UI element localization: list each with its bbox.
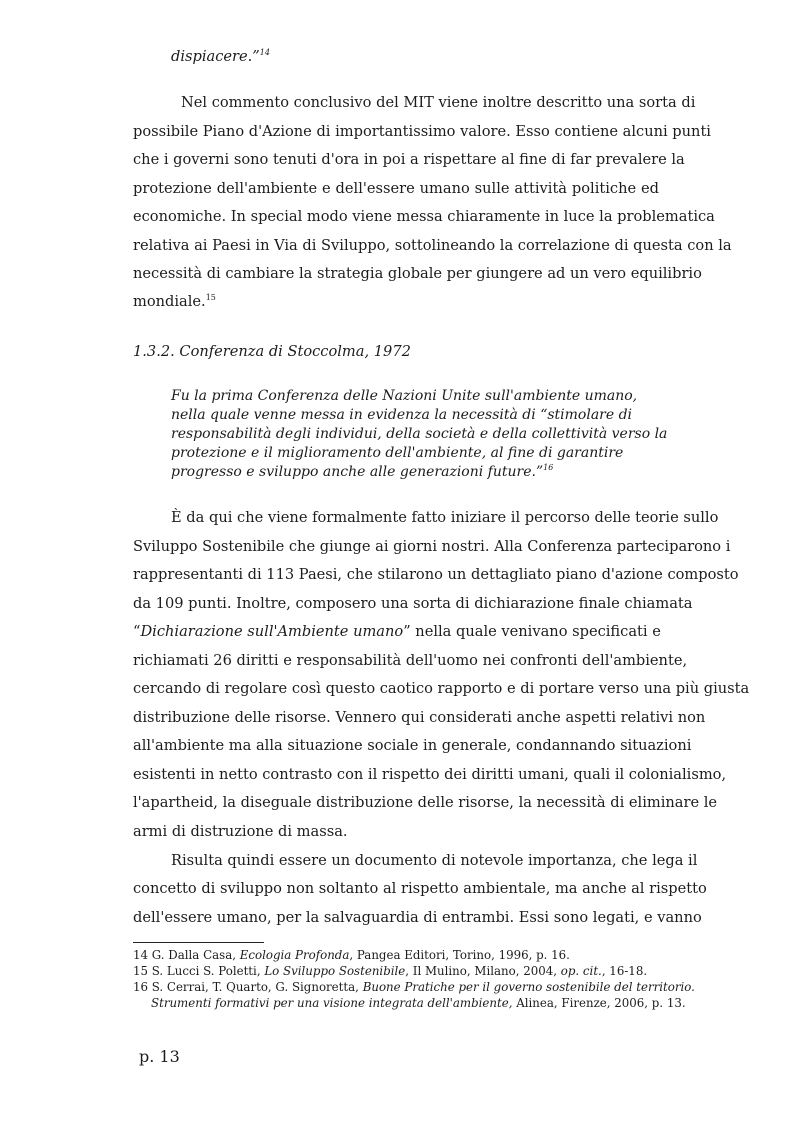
paragraph-line: possibile Piano d'Azione di importantissimo valore. Esso contiene alcuni punti xyxy=(133,123,711,140)
quote-line xyxy=(171,463,621,482)
footnote-ref-16: 16 xyxy=(543,463,554,472)
paragraph-line: armi di distruzione di massa. xyxy=(133,823,348,840)
footnote-16 xyxy=(133,979,695,995)
quote-line: responsabilità degli individui, della società e della collettività verso la xyxy=(171,426,668,442)
footnote-ref-15: 15 xyxy=(205,293,216,302)
paragraph-line: economiche. In special modo viene messa chiaramente in luce la problematica xyxy=(133,208,715,225)
paragraph-line: richiamati 26 diritti e responsabilità dell'uomo nei confronti dell'ambiente, xyxy=(133,652,688,669)
quote-tail xyxy=(171,47,697,67)
paragraph-line: l'apartheid, la diseguale distribuzione delle risorse, la necessità di eliminare le xyxy=(133,794,718,811)
footnote-14 xyxy=(133,947,659,963)
quote-line: nella quale venne messa in evidenza la necessità di “stimolare di xyxy=(171,407,633,423)
footnote-number: 15 xyxy=(133,964,149,978)
paragraph-line: all'ambiente ma alla situazione sociale in generale, condannando situazioni xyxy=(133,737,692,754)
footnote-text: , Pangea Editori, Torino, 1996, p. 16. xyxy=(349,948,570,962)
footnote-text: Alinea, Firenze, 2006, p. 13. xyxy=(512,996,686,1010)
paragraph-line: rappresentanti di 113 Paesi, che stilarono un dettagliato piano d'azione composto xyxy=(133,566,739,583)
paragraph-line: da 109 punti. Inoltre, composero una sorta di dichiarazione finale chiamata xyxy=(133,595,693,612)
section-heading: 1.3.2. Conferenza di Stoccolma, 1972 xyxy=(133,343,411,360)
footnote-title: Strumenti formativi per una visione integrata dell'ambiente, xyxy=(151,996,513,1010)
footnote-ref-14: 14 xyxy=(259,48,270,57)
paragraph-line: distribuzione delle risorse. Vennero qui considerati anche aspetti relativi non xyxy=(133,709,706,726)
paragraph-line: necessità di cambiare la strategia globale per giungere ad un vero equilibrio xyxy=(133,265,702,282)
quote-line: protezione e il miglioramento dell'ambiente, al fine di garantire xyxy=(171,445,624,461)
footnote-title: Lo Sviluppo Sostenibile xyxy=(264,964,406,978)
quote-line: Fu la prima Conferenza delle Nazioni Unite sull'ambiente umano, xyxy=(171,388,638,404)
paragraph-line: Sviluppo Sostenibile che giunge ai giorni nostri. Alla Conferenza parteciparono i xyxy=(133,538,731,555)
footnote-text: S. Lucci S. Poletti, xyxy=(151,964,265,978)
footnote-15 xyxy=(133,963,659,979)
footnote-separator xyxy=(133,942,264,943)
paragraph-line xyxy=(133,622,659,642)
footnote-title: Ecologia Profonda xyxy=(239,948,350,962)
open-quote: “ xyxy=(133,623,141,640)
paragraph-line: cercando di regolare così questo caotico rapporto e di portare verso una più giusta xyxy=(133,680,750,697)
paragraph-line: esistenti in netto contrasto con il rispetto dei diritti umani, quali il colonialismo, xyxy=(133,766,727,783)
paragraph-line: Risulta quindi essere un documento di notevole importanza, che lega il xyxy=(171,852,698,869)
paragraph-line xyxy=(133,292,659,312)
paragraph-line: dell'essere umano, per la salvaguardia di entrambi. Essi sono legati, e vanno xyxy=(133,909,702,926)
footnote-title: op. cit. xyxy=(560,964,602,978)
paragraph-line: relativa ai Paesi in Via di Sviluppo, sottolineando la correlazione di questa con la xyxy=(133,237,732,254)
page-number: p. 13 xyxy=(139,1047,180,1066)
declaration-title: Dichiarazione sull'Ambiente umano xyxy=(140,623,404,640)
paragraph-line: È da qui che viene formalmente fatto iniziare il percorso delle teorie sullo xyxy=(171,509,719,526)
paragraph-line: che i governi sono tenuti d'ora in poi a rispettare al fine di far prevalere la xyxy=(133,151,685,168)
footnote-number: 16 xyxy=(133,980,149,994)
footnote-text: G. Dalla Casa, xyxy=(151,948,240,962)
paragraph-last-text: mondiale. xyxy=(133,293,206,310)
footnote-number: 14 xyxy=(133,948,149,962)
paragraph-line: concetto di sviluppo non soltanto al rispetto ambientale, ma anche al rispetto xyxy=(133,880,707,897)
quote-last-text: progresso e sviluppo anche alle generazioni future.” xyxy=(171,464,544,480)
line-rest: ” nella quale venivano specificati e xyxy=(403,623,661,640)
footnote-text: , Il Mulino, Milano, 2004, xyxy=(405,964,561,978)
paragraph-line: Nel commento conclusivo del MIT viene inoltre descritto una sorta di xyxy=(181,94,696,111)
footnote-16-continued xyxy=(151,995,686,1011)
quote-tail-text: dispiacere.” xyxy=(171,48,260,65)
footnote-title: Buone Pratiche per il governo sostenibile del territorio. xyxy=(362,980,695,994)
paragraph-line: protezione dell'ambiente e dell'essere umano sulle attività politiche ed xyxy=(133,180,659,197)
footnote-text: S. Cerrai, T. Quarto, G. Signoretta, xyxy=(151,980,363,994)
footnote-text: , 16-18. xyxy=(601,964,648,978)
